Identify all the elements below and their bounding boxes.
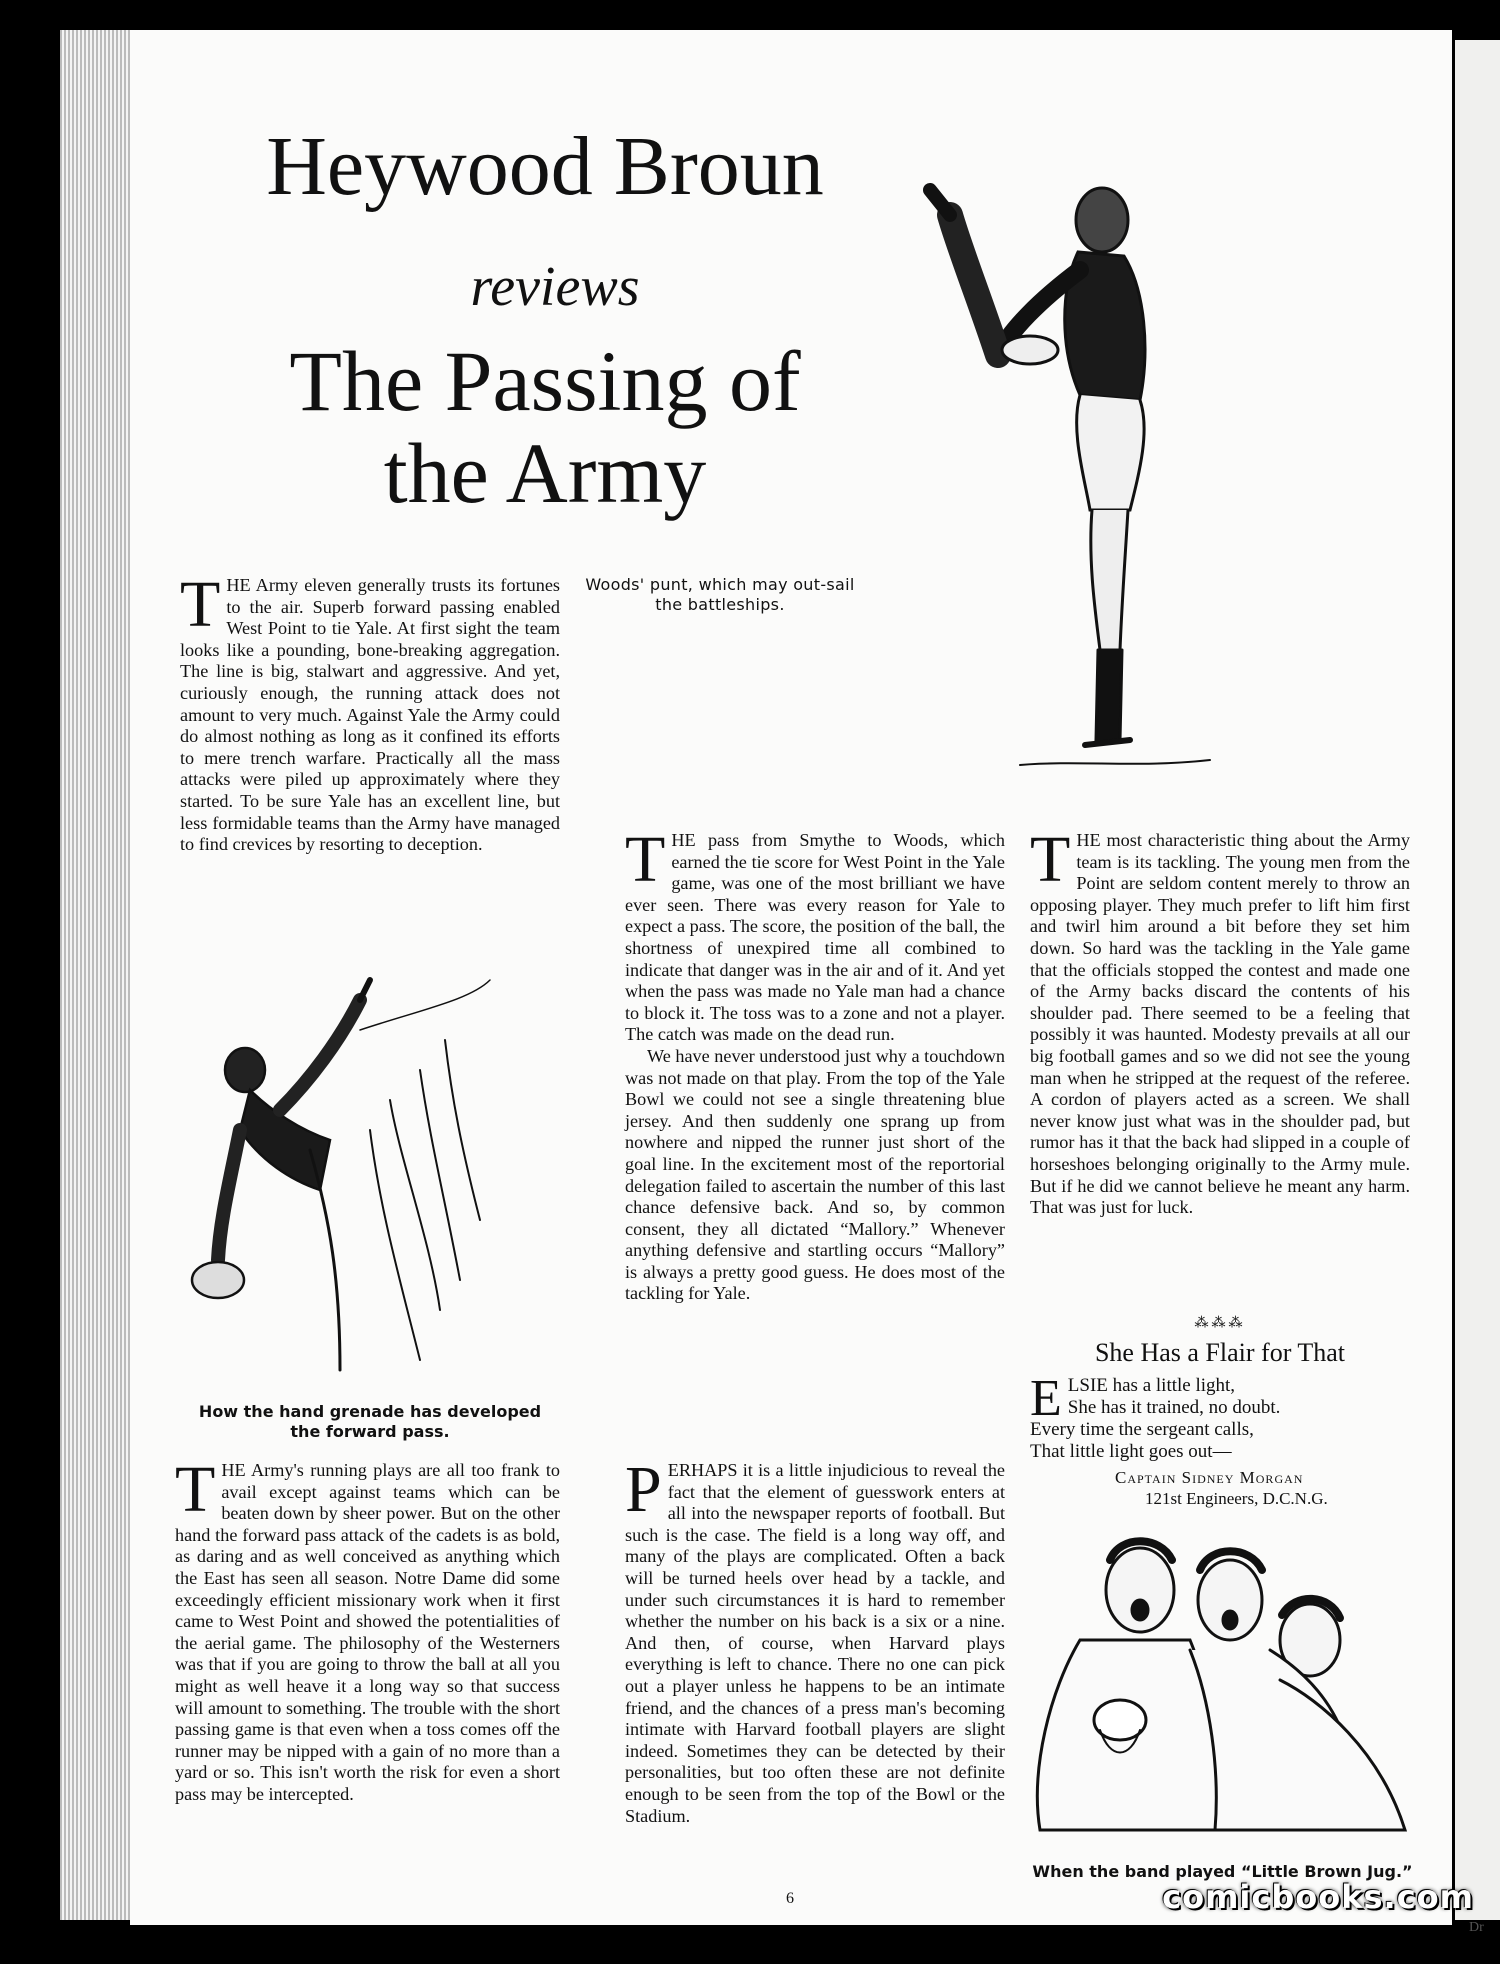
- facing-page-edge: [1455, 40, 1500, 1935]
- singers-illustration: [1020, 1530, 1420, 1850]
- page-number: 6: [786, 1890, 794, 1907]
- article-perhaps: [625, 1453, 1005, 1827]
- poem-line-2: She has it trained, no doubt.: [1067, 1397, 1281, 1418]
- text-smythe-p2: We have never understood just why a touchdown was not made on that play. From the top of the Yale Bowl we could not see a single threatening blue jersey. And then suddenly one sprang up from nowhere and nipped the runner just short of the goal line. In the excitement most of the reportorial delegation failed to ascertain the number of this last chance defensive back. And so, by common consent, they all dictated “Mallory.” Whenever anything defensive and startling occurs “Mallory” is always a pretty good guess. He does most of the tackling for Yale.: [625, 1045, 1005, 1304]
- dropcap-poem: E: [1030, 1370, 1062, 1427]
- poem-line-3: Every time the sergeant calls,: [1030, 1419, 1254, 1440]
- dropcap-perhaps: P: [625, 1453, 662, 1526]
- caption-punt: Woods' punt, which may out-sail the battleships.: [585, 575, 855, 614]
- article-tackling: [1030, 823, 1410, 1219]
- text-perhaps: ERHAPS it is a little injudicious to reveal the fact that the element of guesswork enters at all into the newspaper reports of football. But such is the case. The field is a long way off, and many of the plays are complicated. Often a back will be turned heels over head by a tackle, and under such circumstances it is hard to remember whether the number on his back is a six or a nine. And then, of course, when Harvard plays everything is left to chance. There no one can pick out a player unless he happens to be an intimate friend, and the chances of a press man's becoming intimate with Harvard football players are slight indeed. Sometimes they can be detected by their personalities, but too often these are not definite enough to be seen from the top of the Bowl or the Stadium.: [625, 1460, 1005, 1826]
- text-intro: HE Army eleven generally trusts its fortunes to the air. Superb forward passing enabled West Point to tie Yale. At first sight the team looks like a pounding, bone-breaking aggregation. The line is big, stalwart and aggressive. And yet, curiously enough, the running attack does not amount to very much. Against Yale the Army could do almost nothing as long as it confined its efforts to mere trench warfare. Practically all the mass attacks were piled up approximately where they started. To be sure Yale has an excellent line, but less formidable teams than the Army have managed to find crevices by resorting to deception.: [180, 575, 560, 855]
- passer-illustration: [190, 980, 550, 1380]
- headline-title: The Passing of the Army: [289, 333, 801, 521]
- section-ornament: ⁂⁂⁂: [1194, 1316, 1246, 1331]
- article-smythe: [625, 823, 1005, 1305]
- dropcap-tackling: T: [1030, 823, 1071, 896]
- poem-title: She Has a Flair for That: [1094, 1338, 1346, 1367]
- dropcap-intro: T: [180, 568, 221, 641]
- caption-grenade: How the hand grenade has developed the forward pass.: [198, 1402, 542, 1441]
- poem-line-1: LSIE has a little light,: [1067, 1375, 1236, 1396]
- poem-body: [1030, 1370, 1410, 1463]
- article-running: [175, 1453, 560, 1806]
- text-tackling: HE most characteristic thing about the Army team is its tackling. The young men from the Point are seldom content merely to throw an opposing player. They much prefer to lift him first and twirl him around a bit before they set him down. So hard was the tackling in the Yale game that the officials stopped the contest and made one of the Army backs discard the contents of his shoulder pad. There seemed to be a feeling that possibly it was haunted. Modesty prevails at all our big football games and so we did not see the young man when he stripped at the request of the referee. A cordon of players acted as a screen. We shall never know just what was in the shoulder pad, but rumor has it that the back had slipped in a couple of horseshoes belonging originally to the Army mule. But if he did we cannot believe he meant any harm. That was just for luck.: [1030, 830, 1410, 1218]
- poem-unit: 121st Engineers, D.C.N.G.: [1145, 1489, 1328, 1508]
- headline-verb: reviews: [470, 256, 640, 318]
- magazine-page: [130, 30, 1452, 1925]
- dropcap-running: T: [175, 1453, 216, 1526]
- headline-author: Heywood Broun: [266, 120, 824, 213]
- text-running: HE Army's running plays are all too frank to avail except against teams which can be beaten down by sheer power. But on the other hand the forward pass attack of the cadets is as bold, as daring and as well conceived as anything which the East has seen all season. Notre Dame did some exceedingly efficient missionary work when it first came to West Point and showed the potentialities of the aerial game. The philosophy of the Westerners was that if you are going to throw the ball at all you might as well heave it a long way so that success will amount to something. The trouble with the short passing game is that even when a toss comes off the runner may be nipped with a gain of no more than a yard or so. This isn't worth the risk for even a short pass may be intercepted.: [175, 1460, 560, 1804]
- poem-author: Captain Sidney Morgan: [1115, 1468, 1304, 1487]
- punter-illustration: [910, 180, 1250, 780]
- book-page-edges: [60, 30, 130, 1920]
- dropcap-smythe: T: [625, 823, 666, 896]
- watermark: comicbooks.com: [1162, 1878, 1474, 1916]
- facing-page-fragment: Dr: [1469, 1920, 1484, 1935]
- caption-band: When the band played “Little Brown Jug.”: [1032, 1862, 1413, 1881]
- article-intro: [180, 568, 560, 856]
- poem-line-4: That little light goes out—: [1030, 1441, 1232, 1462]
- text-smythe: HE pass from Smythe to Woods, which earned the tie score for West Point in the Yale game, was one of the most brilliant we have ever seen. There was every reason for Yale to expect a pass. The score, the position of the ball, the shortness of unexpired time all combined to indicate that danger was in the air and of it. And yet when the pass was made no Yale man had a chance to block it. The toss was to a zone and not a player. The catch was made on the dead run.: [625, 830, 1005, 1045]
